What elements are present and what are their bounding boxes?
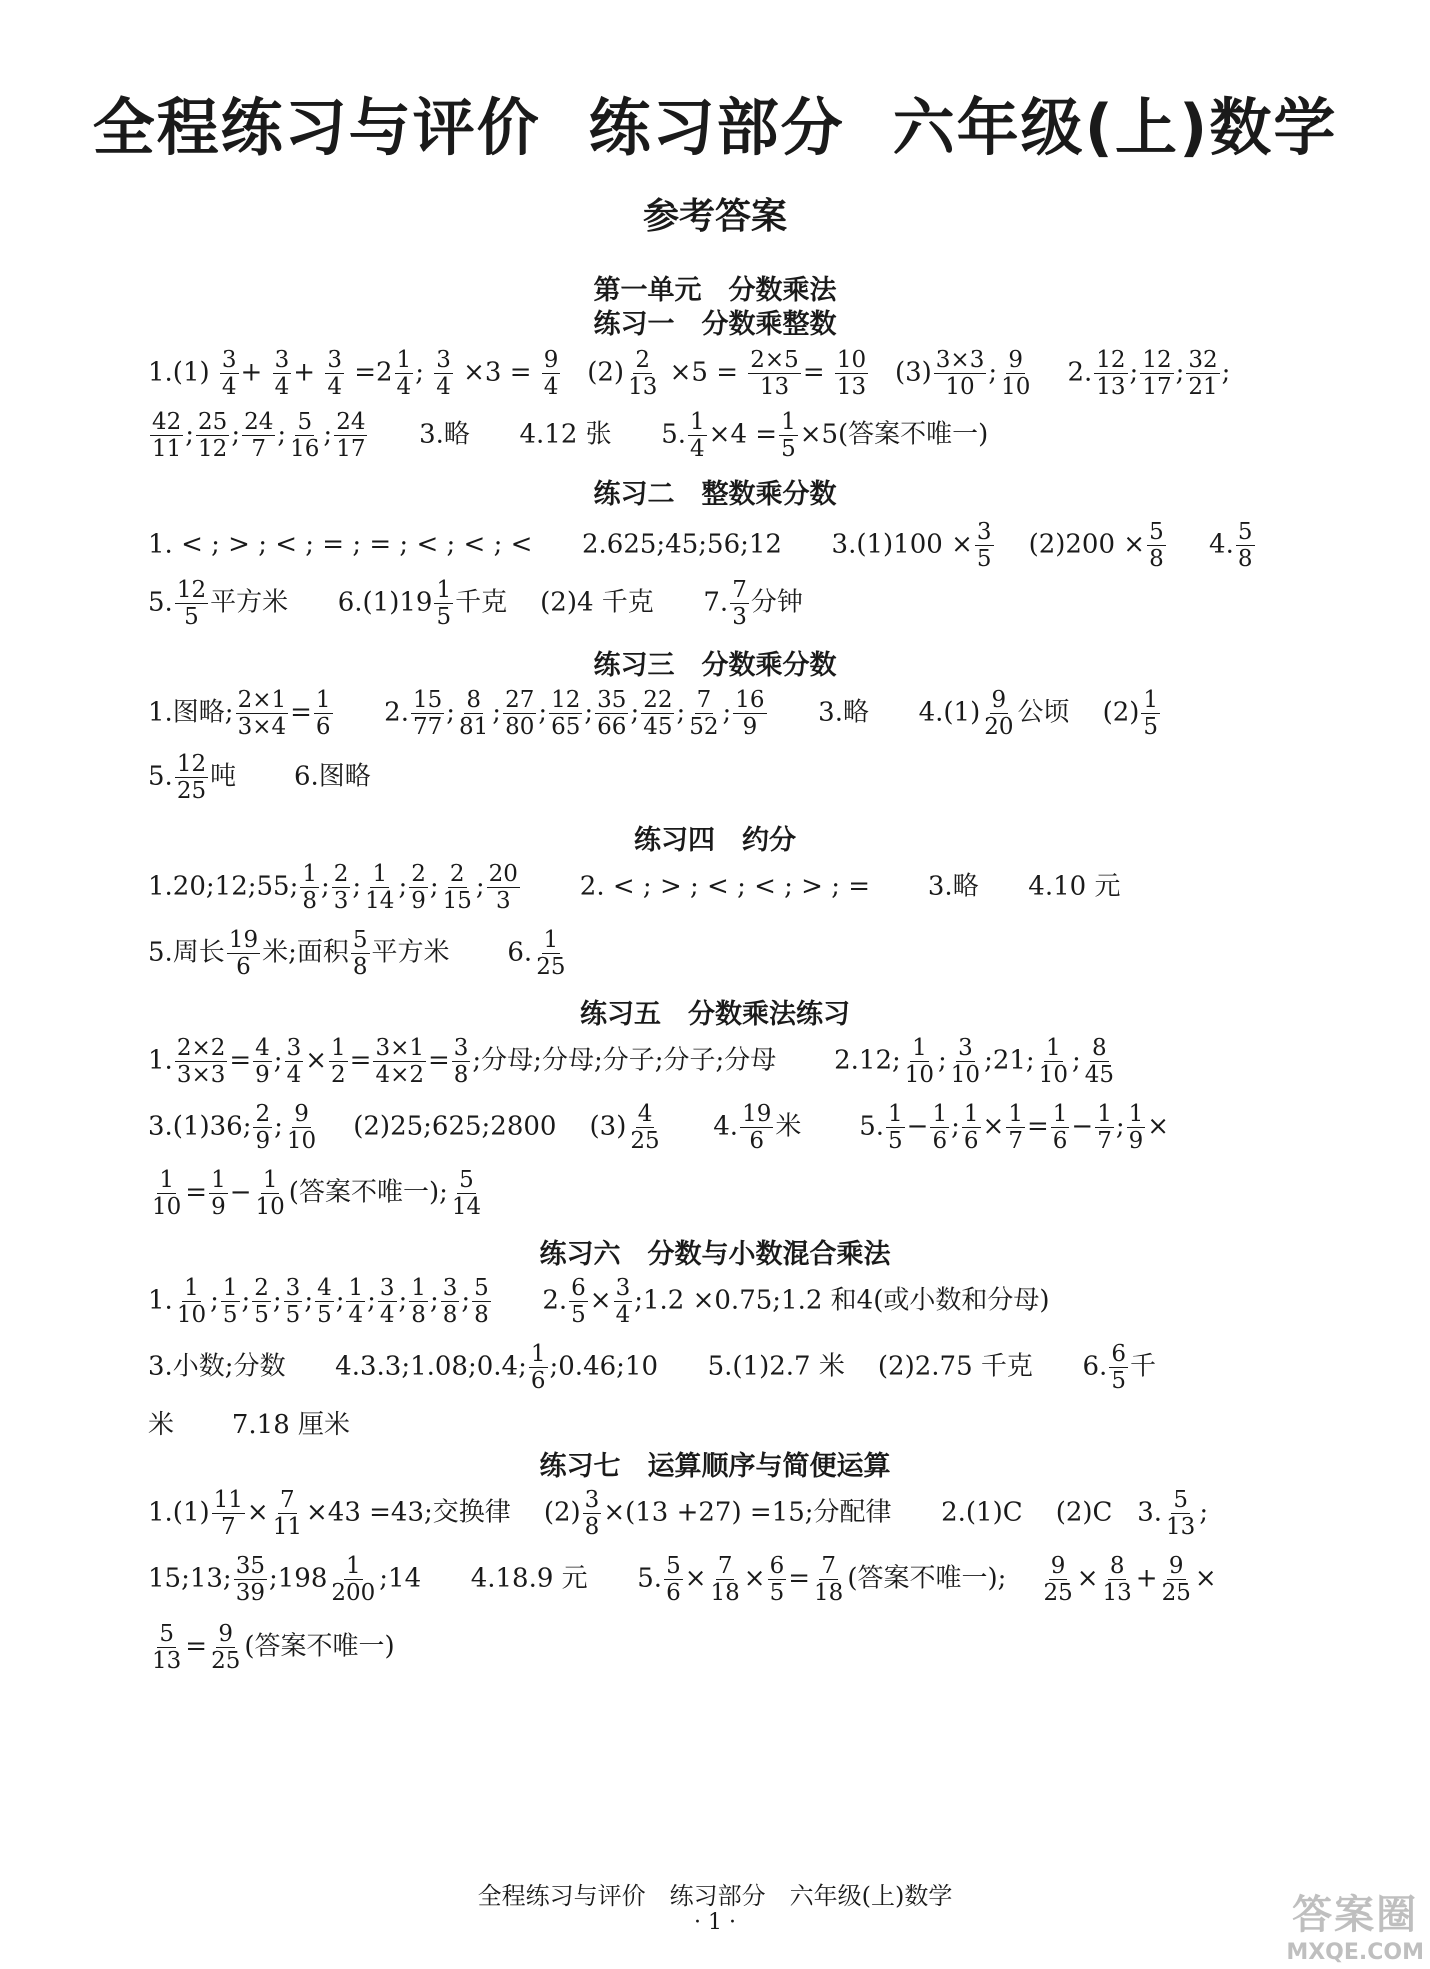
answer-line: 5.周长 $\frac{19}{6}$ 米;面积 $\frac{5}{8}$ 平方米 6. $\frac{1}{25}$ xyxy=(148,927,566,981)
fraction: $\frac{7}{18}$ xyxy=(814,1553,844,1607)
title-part-3: 六年级(上)数学 xyxy=(892,91,1338,164)
fraction: $\frac{1}{6}$ xyxy=(932,1101,948,1155)
fraction: $\frac{5}{8}$ xyxy=(1237,519,1253,573)
section-heading: 练习二 整数乘分数 xyxy=(593,479,837,510)
page-subtitle: 参考答案 xyxy=(642,196,787,237)
fraction: $\frac{16}{9}$ xyxy=(735,687,765,741)
fraction: $\frac{9}{25}$ xyxy=(1161,1553,1191,1607)
section-heading: 练习五 分数乘法练习 xyxy=(580,999,850,1030)
fraction: $\frac{1}{10}$ xyxy=(152,1167,182,1221)
fraction: $\frac{5}{16}$ xyxy=(290,409,320,463)
fraction: $\frac{2\times 2}{3\times 3}$ xyxy=(176,1035,226,1089)
fraction: $\frac{2}{9}$ xyxy=(411,861,426,915)
fraction: $\frac{8}{81}$ xyxy=(459,687,489,741)
fraction: $\frac{35}{39}$ xyxy=(235,1553,265,1607)
fraction: $\frac{5}{14}$ xyxy=(451,1167,482,1221)
fraction: $\frac{11}{7}$ xyxy=(213,1487,243,1541)
fraction: $\frac{3}{4}$ xyxy=(615,1275,631,1329)
fraction: $\frac{5}{13}$ xyxy=(152,1621,182,1675)
fraction: $\frac{9}{10}$ xyxy=(1001,347,1031,401)
answer-line: 3.(1)36; $\frac{2}{9}$ ; $\frac{9}{10}$ (2)25;625;2800 (3) $\frac{4}{25}$ 4. $\frac{19}{6}$ 米 5. $\frac{1}{5}$ − $\frac{1}{6}$ ; $\frac{1}{6}$ × $\frac{1}{7}$ = $\frac{1}{6}$ − $\frac{1}{7}$ ; $\frac{1}{9}$ × xyxy=(148,1101,1170,1155)
answer-line: 1.(1) $\frac{3}{4}$ + $\frac{3}{4}$ + $\frac{3}{4}$ =2 $\frac{1}{4}$ ; $\frac{3}{4}$ ×3 = $\frac{9}{4}$ (2) $\frac{2}{13}$ ×5 = $\frac{2\times 5}{13}$ = $\frac{10}{13}$ (3) $\frac{3\times 3}{10}$ ; $\frac{9}{10}$ 2. $\frac{12}{13}$ ; $\frac{12}{17}$ ; $\frac{32}{21}$ ; xyxy=(148,347,1231,401)
fraction: $\frac{3}{4}$ xyxy=(379,1275,395,1329)
fraction: $\frac{20}{3}$ xyxy=(488,861,518,915)
fraction: $\frac{1}{4}$ xyxy=(690,409,705,463)
fraction: $\frac{12}{17}$ xyxy=(1142,347,1172,401)
fraction: $\frac{5}{8}$ xyxy=(474,1275,489,1329)
fraction: $\frac{42}{11}$ xyxy=(152,409,182,463)
fraction: $\frac{1}{25}$ xyxy=(536,927,566,981)
fraction: $\frac{3\times 1}{4\times 2}$ xyxy=(375,1035,424,1089)
fraction: $\frac{27}{80}$ xyxy=(505,687,535,741)
fraction: $\frac{1}{5}$ xyxy=(222,1275,238,1329)
fraction: $\frac{1}{10}$ xyxy=(255,1167,285,1221)
fraction: $\frac{1}{14}$ xyxy=(365,861,395,915)
title-part-2: 练习部分 xyxy=(588,91,845,164)
fraction: $\frac{1}{10}$ xyxy=(1038,1035,1068,1089)
fraction: $\frac{3}{10}$ xyxy=(950,1035,981,1089)
fraction: $\frac{1}{4}$ xyxy=(348,1275,364,1329)
fraction: $\frac{5}{6}$ xyxy=(666,1553,681,1607)
fraction: $\frac{2}{15}$ xyxy=(442,861,472,915)
fraction: $\frac{10}{13}$ xyxy=(836,347,867,401)
answer-line: 5. $\frac{12}{25}$ 吨 6.图略 xyxy=(148,751,371,805)
fraction: $\frac{1}{5}$ xyxy=(436,577,452,631)
fraction: $\frac{4}{9}$ xyxy=(255,1035,270,1089)
answer-line: 1.图略; $\frac{2\times 1}{3\times 4}$ = $\frac{1}{6}$ 2. $\frac{15}{77}$ ; $\frac{8}{81}$ ; $\frac{27}{80}$ ; $\frac{12}{65}$ ; $\frac{35}{66}$ ; $\frac{22}{45}$ ; $\frac{7}{52}$ ; $\frac{16}{9}$ 3.略 4.(1) $\frac{9}{20}$ 公顷 (2) $\frac{1}{5}$ xyxy=(148,687,1159,741)
watermark-logo: 答案圈 MXQE.COM xyxy=(1286,1892,1424,1965)
fraction: $\frac{1}{8}$ xyxy=(302,861,317,915)
fraction: $\frac{1}{2}$ xyxy=(331,1035,346,1089)
fraction: $\frac{9}{25}$ xyxy=(211,1621,241,1675)
unit-heading: 第一单元 分数乘法 xyxy=(593,275,837,306)
fraction: $\frac{1}{4}$ xyxy=(396,347,412,401)
fraction: $\frac{12}{25}$ xyxy=(176,751,207,805)
fraction: $\frac{3}{4}$ xyxy=(436,347,451,401)
fraction: $\frac{2}{3}$ xyxy=(333,861,349,915)
fraction: $\frac{1}{7}$ xyxy=(1008,1101,1023,1155)
page-footer: 全程练习与评价 练习部分 六年级(上)数学 xyxy=(477,1882,953,1910)
fraction: $\frac{3}{4}$ xyxy=(286,1035,302,1089)
answer-line: 3.小数;分数 4.3.3;1.08;0.4; $\frac{1}{6}$ ;0.46;10 5.(1)2.7 米 (2)2.75 千克 6. $\frac{6}{5}$ 千 xyxy=(148,1341,1156,1395)
fraction: $\frac{32}{21}$ xyxy=(1188,347,1218,401)
fraction: $\frac{2}{9}$ xyxy=(255,1101,271,1155)
fraction: $\frac{9}{25}$ xyxy=(1043,1553,1073,1607)
fraction: $\frac{3}{8}$ xyxy=(442,1275,458,1329)
section-heading: 练习七 运算顺序与简便运算 xyxy=(539,1451,891,1482)
answer-line: 5. $\frac{12}{5}$ 平方米 6.(1)19 $\frac{1}{5}$ 千克 (2)4 千克 7. $\frac{7}{3}$ 分钟 xyxy=(148,577,803,631)
fraction: $\frac{22}{45}$ xyxy=(643,687,673,741)
answer-line: 1.(1) $\frac{11}{7}$ × $\frac{7}{11}$ ×43 =43;交换律 (2) $\frac{3}{8}$ ×(13 +27) =15;分配律 2.(1)C (2)C 3. $\frac{5}{13}$ ; xyxy=(148,1487,1209,1541)
fraction: $\frac{7}{18}$ xyxy=(710,1553,740,1607)
page-number: · 1 · xyxy=(694,1910,736,1935)
fraction: $\frac{6}{5}$ xyxy=(571,1275,586,1329)
fraction: $\frac{1}{5}$ xyxy=(1143,687,1159,741)
fraction: $\frac{35}{66}$ xyxy=(597,687,627,741)
fraction: $\frac{2\times 5}{13}$ xyxy=(750,347,799,401)
fraction: $\frac{1}{6}$ xyxy=(1052,1101,1068,1155)
fraction: $\frac{3}{8}$ xyxy=(584,1487,600,1541)
fraction: $\frac{3}{5}$ xyxy=(285,1275,301,1329)
fraction: $\frac{25}{12}$ xyxy=(198,409,228,463)
fraction: $\frac{3}{5}$ xyxy=(976,519,992,573)
fraction: $\frac{1}{10}$ xyxy=(904,1035,935,1089)
fraction: $\frac{24}{17}$ xyxy=(336,409,366,463)
fraction: $\frac{3}{4}$ xyxy=(274,347,290,401)
fraction: $\frac{1}{6}$ xyxy=(315,687,331,741)
answer-line: 1. $\frac{2\times 2}{3\times 3}$ = $\frac{4}{9}$ ; $\frac{3}{4}$ × $\frac{1}{2}$ = $\frac{3\times 1}{4\times 2}$ = $\frac{3}{8}$ ;分母;分母;分子;分子;分母 2.12; $\frac{1}{10}$ ; $\frac{3}{10}$ ;21; $\frac{1}{10}$ ; $\frac{8}{45}$ xyxy=(148,1035,1115,1089)
fraction: $\frac{1}{9}$ xyxy=(211,1167,226,1221)
fraction: $\frac{12}{13}$ xyxy=(1096,347,1126,401)
fraction: $\frac{19}{6}$ xyxy=(228,927,259,981)
fraction: $\frac{15}{77}$ xyxy=(412,687,443,741)
answer-line: 1. < ; > ; < ; = ; = ; < ; < ; < 2.625;45;56;12 3.(1)100 × $\frac{3}{5}$ (2)200 × $\frac{5}{8}$ 4. $\frac{5}{8}$ xyxy=(148,519,1253,573)
fraction: $\frac{19}{6}$ xyxy=(742,1101,772,1155)
fraction: $\frac{1}{200}$ xyxy=(331,1553,376,1607)
fraction: $\frac{1}{5}$ xyxy=(888,1101,903,1155)
fraction: $\frac{7}{11}$ xyxy=(272,1487,302,1541)
fraction: $\frac{7}{3}$ xyxy=(732,577,747,631)
title-part-1: 全程练习与评价 xyxy=(92,91,541,164)
fraction: $\frac{2}{5}$ xyxy=(254,1275,269,1329)
section-heading: 练习三 分数乘分数 xyxy=(593,650,837,681)
answer-line: 1.20;12;55; $\frac{1}{8}$ ; $\frac{2}{3}$ ; $\frac{1}{14}$ ; $\frac{2}{9}$ ; $\frac{2}{15}$ ; $\frac{20}{3}$ 2. < ; > ; < ; < ; > ; = 3.略 4.10 元 xyxy=(148,861,1121,915)
fraction: $\frac{4}{5}$ xyxy=(317,1275,332,1329)
fraction: $\frac{3}{4}$ xyxy=(221,347,237,401)
fraction: $\frac{9}{20}$ xyxy=(984,687,1014,741)
fraction: $\frac{9}{10}$ xyxy=(286,1101,317,1155)
fraction: $\frac{3\times 3}{10}$ xyxy=(935,347,985,401)
section-heading: 练习一 分数乘整数 xyxy=(593,309,837,340)
fraction: $\frac{1}{8}$ xyxy=(411,1275,426,1329)
fraction: $\frac{1}{7}$ xyxy=(1097,1101,1112,1155)
fraction: $\frac{3}{4}$ xyxy=(327,347,342,401)
answer-line: 1. $\frac{1}{10}$ ; $\frac{1}{5}$ ; $\frac{2}{5}$ ; $\frac{3}{5}$ ; $\frac{4}{5}$ ; $\frac{1}{4}$ ; $\frac{3}{4}$ ; $\frac{1}{8}$ ; $\frac{3}{8}$ ; $\frac{5}{8}$ 2. $\frac{6}{5}$ × $\frac{3}{4}$ ;1.2 ×0.75;1.2 和4(或小数和分母) xyxy=(148,1275,1050,1329)
fraction: $\frac{12}{5}$ xyxy=(176,577,207,631)
fraction: $\frac{1}{9}$ xyxy=(1128,1101,1144,1155)
fraction: $\frac{5}{8}$ xyxy=(1149,519,1164,573)
fraction: $\frac{1}{5}$ xyxy=(781,409,796,463)
answer-line: 米 7.18 厘米 xyxy=(148,1410,351,1440)
fraction: $\frac{1}{6}$ xyxy=(530,1341,546,1395)
fraction: $\frac{5}{8}$ xyxy=(352,927,368,981)
fraction: $\frac{6}{5}$ xyxy=(769,1553,785,1607)
answer-line: $\frac{42}{11}$ ; $\frac{25}{12}$ ; $\frac{24}{7}$ ; $\frac{5}{16}$ ; $\frac{24}{17}$ 3.略 4.12 张 5. $\frac{1}{4}$ ×4 = $\frac{1}{5}$ ×5(答案不唯一) xyxy=(152,409,989,463)
fraction: $\frac{1}{6}$ xyxy=(963,1101,979,1155)
fraction: $\frac{3}{8}$ xyxy=(453,1035,469,1089)
fraction: $\frac{12}{65}$ xyxy=(551,687,581,741)
fraction: $\frac{2\times 1}{3\times 4}$ xyxy=(237,687,287,741)
section-heading: 练习四 约分 xyxy=(634,825,796,856)
fraction: $\frac{24}{7}$ xyxy=(244,409,274,463)
answer-line: 15;13; $\frac{35}{39}$ ;198 $\frac{1}{200}$ ;14 4.18.9 元 5. $\frac{5}{6}$ × $\frac{7}{18}$ × $\frac{6}{5}$ = $\frac{7}{18}$ (答案不唯一); $\frac{9}{25}$ × $\frac{8}{13}$ + $\frac{9}{25}$ × xyxy=(148,1553,1217,1607)
fraction: $\frac{8}{45}$ xyxy=(1084,1035,1115,1089)
fraction: $\frac{4}{25}$ xyxy=(630,1101,660,1155)
section-heading: 练习六 分数与小数混合乘法 xyxy=(539,1239,891,1270)
fraction: $\frac{9}{4}$ xyxy=(543,347,559,401)
fraction: $\frac{1}{10}$ xyxy=(176,1275,207,1329)
fraction: $\frac{5}{13}$ xyxy=(1166,1487,1196,1541)
fraction: $\frac{6}{5}$ xyxy=(1111,1341,1126,1395)
fraction: $\frac{7}{52}$ xyxy=(689,687,719,741)
fraction: $\frac{8}{13}$ xyxy=(1102,1553,1132,1607)
answer-line: $\frac{5}{13}$ = $\frac{9}{25}$ (答案不唯一) xyxy=(152,1621,395,1675)
page-title xyxy=(0,78,1430,167)
fraction: $\frac{2}{13}$ xyxy=(628,347,658,401)
answer-line: $\frac{1}{10}$ = $\frac{1}{9}$ − $\frac{1}{10}$ (答案不唯一); $\frac{5}{14}$ xyxy=(152,1167,482,1221)
